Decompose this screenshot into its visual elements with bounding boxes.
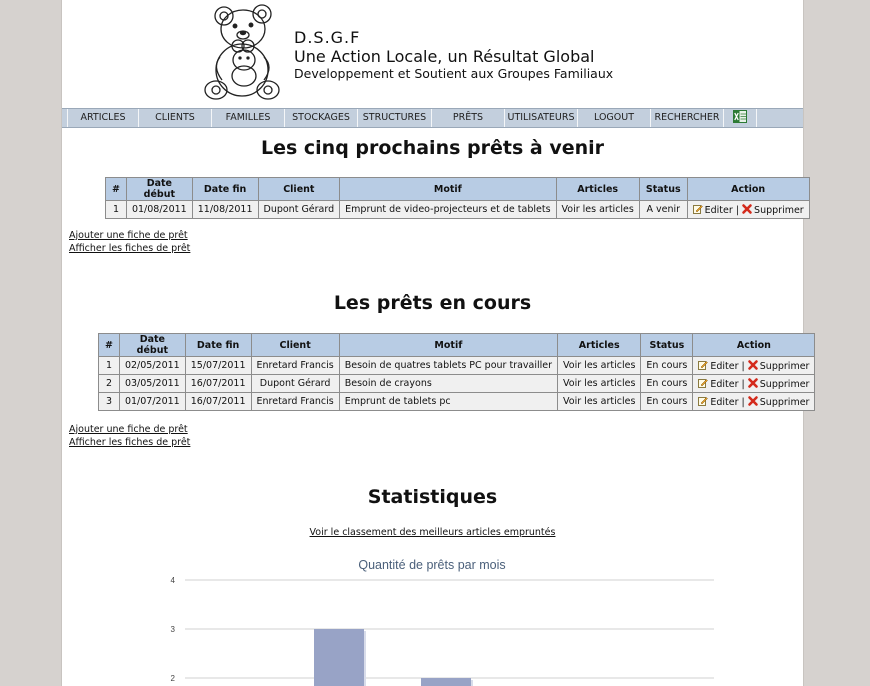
nav-articles[interactable]: ARTICLES <box>68 109 139 127</box>
edit-label: Editer <box>710 378 739 390</box>
action-separator: | <box>741 396 745 408</box>
cell-status: En cours <box>641 393 693 411</box>
col-motif: Motif <box>340 178 556 201</box>
action-separator: | <box>735 204 740 216</box>
upcoming-table <box>105 177 810 219</box>
add-loan-link[interactable]: Ajouter une fiche de prêt <box>69 230 188 241</box>
edit-button[interactable] <box>698 361 738 372</box>
col-action: Action <box>687 178 809 201</box>
nav-prets[interactable]: PRÊTS <box>432 109 505 127</box>
slogan: Une Action Locale, un Résultat Global <box>294 47 595 66</box>
chart-y-tick-label: 2 <box>170 674 175 683</box>
teddy-bear-logo <box>202 2 292 102</box>
current-links <box>69 423 190 449</box>
view-articles-link[interactable]: Voir les articles <box>558 357 641 375</box>
cell-client: Dupont Gérard <box>251 375 339 393</box>
cell-action <box>693 357 815 375</box>
cell-status: En cours <box>641 375 693 393</box>
view-articles-link[interactable]: Voir les articles <box>556 201 639 219</box>
ranking-link[interactable]: Voir le classement des meilleurs articles empruntés <box>309 527 556 538</box>
cell-start: 01/07/2011 <box>119 393 185 411</box>
delete-label: Supprimer <box>754 204 804 216</box>
upcoming-title: Les cinq prochains prêts à venir <box>260 137 604 159</box>
delete-icon <box>748 378 758 388</box>
cell-motif: Besoin de crayons <box>339 375 557 393</box>
cell-action <box>693 393 815 411</box>
table-row <box>99 357 815 375</box>
view-articles-link[interactable]: Voir les articles <box>558 375 641 393</box>
upcoming-links <box>69 229 190 255</box>
chart-bar <box>421 678 471 686</box>
cell-num: 2 <box>99 375 120 393</box>
col-articles: Articles <box>558 334 641 357</box>
edit-label: Editer <box>710 360 739 372</box>
col-num: # <box>106 178 127 201</box>
cell-end: 16/07/2011 <box>185 393 251 411</box>
brand-name: D.S.G.F <box>294 28 361 47</box>
cell-start: 01/08/2011 <box>126 201 192 219</box>
nav-familles[interactable]: FAMILLES <box>212 109 285 127</box>
cell-motif: Besoin de quatres tablets PC pour travailler <box>339 357 557 375</box>
cell-client: Dupont Gérard <box>258 201 340 219</box>
ranking-link-wrap <box>62 527 803 538</box>
delete-button[interactable] <box>748 379 810 390</box>
cell-status: En cours <box>641 357 693 375</box>
chart-title: Quantité de prêts par mois <box>358 558 506 572</box>
table-row <box>99 393 815 411</box>
loans-per-month-chart <box>62 550 803 686</box>
delete-button[interactable] <box>742 205 804 216</box>
nav-clients[interactable]: CLIENTS <box>139 109 212 127</box>
page <box>61 0 810 686</box>
delete-button[interactable] <box>748 397 810 408</box>
chart-bar-shadow <box>471 680 473 686</box>
chart-bar-shadow <box>364 631 366 686</box>
tagline: Developpement et Soutient aux Groupes Familiaux <box>294 66 614 81</box>
main-nav <box>62 108 803 128</box>
delete-label: Supprimer <box>759 396 810 408</box>
table-row <box>106 201 810 219</box>
cell-start: 02/05/2011 <box>119 357 185 375</box>
cell-action <box>693 375 815 393</box>
action-separator: | <box>741 378 745 390</box>
edit-icon <box>693 204 703 214</box>
nav-rechercher[interactable]: RECHERCHER <box>651 109 724 127</box>
cell-client: Enretard Francis <box>251 357 339 375</box>
edit-button[interactable] <box>698 397 738 408</box>
show-loans-link[interactable]: Afficher les fiches de prêt <box>69 437 191 448</box>
col-motif: Motif <box>339 334 557 357</box>
edit-icon <box>698 396 708 406</box>
col-num: # <box>99 334 120 357</box>
cell-motif: Emprunt de tablets pc <box>339 393 557 411</box>
cell-end: 15/07/2011 <box>185 357 251 375</box>
edit-button[interactable] <box>693 205 733 216</box>
nav-stockages[interactable]: STOCKAGES <box>285 109 358 127</box>
excel-icon[interactable] <box>733 110 747 123</box>
edit-icon <box>698 360 708 370</box>
nav-utilisateurs[interactable]: UTILISATEURS <box>505 109 578 127</box>
col-status: Status <box>639 178 687 201</box>
nav-structures[interactable]: STRUCTURES <box>358 109 432 127</box>
table-header-row <box>106 178 810 201</box>
edit-label: Editer <box>704 204 733 216</box>
chart-bar <box>314 629 364 686</box>
table-row <box>99 375 815 393</box>
col-status: Status <box>641 334 693 357</box>
delete-icon <box>748 396 758 406</box>
action-separator: | <box>741 360 745 372</box>
cell-motif: Emprunt de video-projecteurs et de tablets <box>340 201 556 219</box>
cell-end: 11/08/2011 <box>192 201 258 219</box>
header <box>62 0 803 108</box>
col-end: Date fin <box>192 178 258 201</box>
delete-icon <box>742 204 752 214</box>
view-articles-link[interactable]: Voir les articles <box>558 393 641 411</box>
nav-excel[interactable] <box>724 109 757 127</box>
cell-num: 3 <box>99 393 120 411</box>
delete-label: Supprimer <box>759 378 810 390</box>
col-action: Action <box>693 334 815 357</box>
current-table <box>98 333 815 411</box>
chart-y-tick-label: 3 <box>170 625 175 634</box>
cell-num: 1 <box>99 357 120 375</box>
col-client: Client <box>258 178 340 201</box>
cell-num: 1 <box>106 201 127 219</box>
delete-button[interactable] <box>748 361 810 372</box>
edit-icon <box>698 378 708 388</box>
table-header-row <box>99 334 815 357</box>
show-loans-link[interactable]: Afficher les fiches de prêt <box>69 243 191 254</box>
cell-end: 16/07/2011 <box>185 375 251 393</box>
cell-action <box>687 201 809 219</box>
delete-label: Supprimer <box>759 360 810 372</box>
edit-label: Editer <box>710 396 739 408</box>
col-end: Date fin <box>185 334 251 357</box>
cell-status: A venir <box>639 201 687 219</box>
stats-title: Statistiques <box>367 486 498 508</box>
col-articles: Articles <box>556 178 639 201</box>
add-loan-link[interactable]: Ajouter une fiche de prêt <box>69 424 188 435</box>
header-text <box>294 28 613 82</box>
col-start: Date début <box>119 334 185 357</box>
cell-client: Enretard Francis <box>251 393 339 411</box>
col-client: Client <box>251 334 339 357</box>
cell-start: 03/05/2011 <box>119 375 185 393</box>
current-title: Les prêts en cours <box>333 292 532 314</box>
delete-icon <box>748 360 758 370</box>
chart-y-tick-label: 4 <box>170 576 175 585</box>
edit-button[interactable] <box>698 379 738 390</box>
nav-logout[interactable]: LOGOUT <box>578 109 651 127</box>
col-start: Date début <box>126 178 192 201</box>
